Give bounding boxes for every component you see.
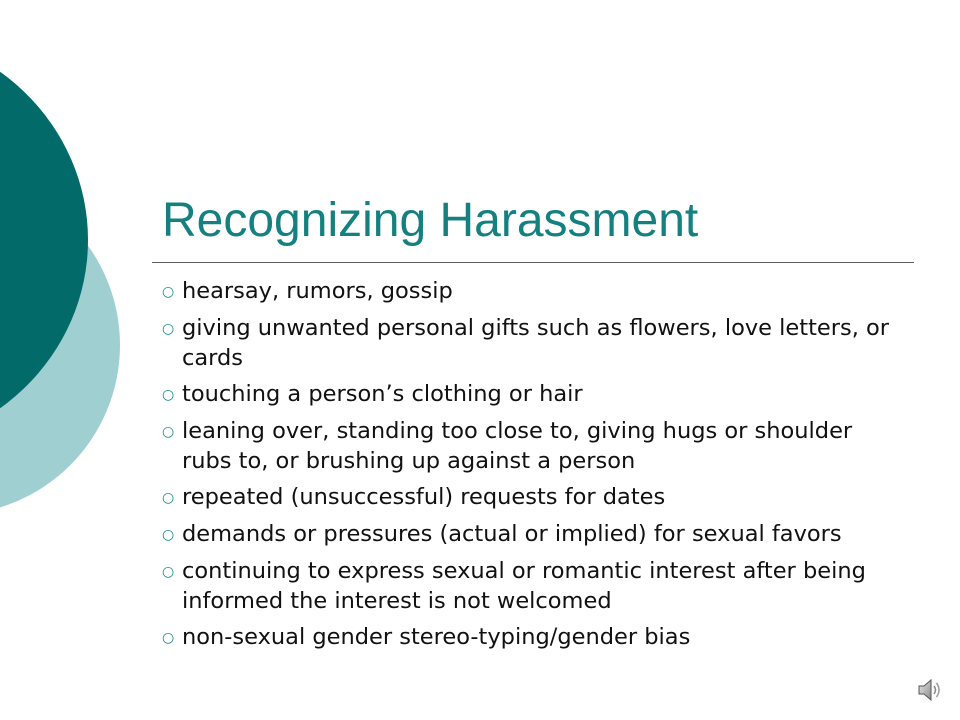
bullet-text: non-sexual gender stereo-typing/gender bias: [182, 624, 691, 650]
bullet-text: repeated (unsuccessful) requests for dates: [182, 484, 666, 510]
bullet-item: [162, 417, 902, 476]
bullet-item: [162, 277, 902, 307]
bullet-text: hearsay, rumors, gossip: [182, 278, 453, 304]
bullet-marker: ○: [162, 424, 175, 440]
bullet-item: [162, 314, 902, 373]
bullet-item: [162, 520, 902, 550]
bullet-marker: ○: [162, 527, 175, 543]
bullet-item: [162, 557, 902, 616]
bullet-list: [162, 277, 902, 660]
bullet-marker: ○: [162, 564, 175, 580]
bullet-marker: ○: [162, 387, 175, 403]
bullet-marker: ○: [162, 321, 175, 337]
bullet-marker: ○: [162, 284, 175, 300]
bullet-text: giving unwanted personal gifts such as flowers, love letters, or cards: [182, 315, 890, 371]
bullet-marker: ○: [162, 490, 175, 506]
bullet-text: touching a person’s clothing or hair: [182, 381, 583, 407]
bullet-item: [162, 623, 902, 653]
bullet-item: [162, 380, 902, 410]
bullet-text: demands or pressures (actual or implied) for sexual favors: [182, 521, 842, 547]
bullet-item: [162, 483, 902, 513]
bullet-text: leaning over, standing too close to, giving hugs or shoulder rubs to, or brushing up against a person: [182, 418, 853, 474]
slide-title: Recognizing Harassment: [162, 194, 699, 247]
title-divider: [152, 262, 914, 263]
bullet-marker: ○: [162, 630, 175, 646]
speaker-icon[interactable]: [916, 676, 944, 704]
bullet-text: continuing to express sexual or romantic interest after being informed the interest is not welcomed: [182, 558, 866, 614]
